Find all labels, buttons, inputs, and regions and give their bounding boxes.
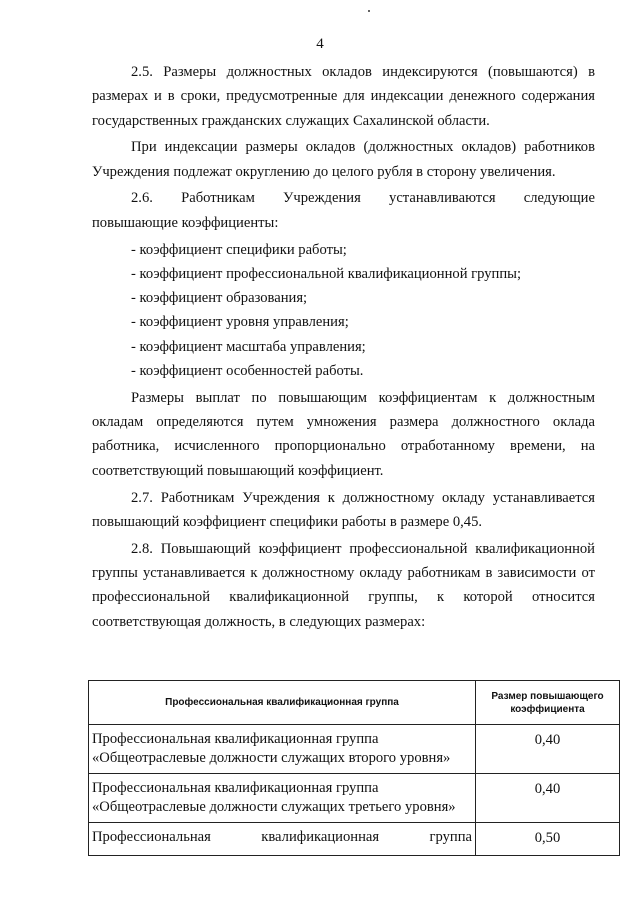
list-item: - коэффициент уровня управления; xyxy=(131,314,349,331)
paragraph-2-6-continuation: повышающие коэффициенты: xyxy=(92,214,279,231)
value-cell: 0,50 xyxy=(476,823,620,856)
value-cell: 0,40 xyxy=(476,774,620,823)
coefficient-list xyxy=(92,238,595,384)
paragraph-2-7: 2.7. Работникам Учреждения к должностному окладу устанавливается повышающий коэффициент специфики работы в размере 0,45. xyxy=(92,489,595,530)
word: квалификационная xyxy=(261,829,380,845)
word: Учреждения xyxy=(283,190,361,207)
table-row xyxy=(89,725,620,774)
group-cell: Профессиональная квалификационная группа «Общеотраслевые должности служащих второго уровня» xyxy=(89,725,476,774)
paragraph-2-5: 2.5. Размеры должностных окладов индексируются (повышаются) в размерах и в сроки, предусмотренные для индексации денежного содержания государственных гражданских служащих Сахалинской области. xyxy=(92,64,595,129)
list-item: - коэффициент образования; xyxy=(131,290,308,307)
coefficient-table-container xyxy=(88,680,620,856)
scan-speck xyxy=(368,10,370,12)
paragraph-indexation: При индексации размеры окладов (должностных окладов) работников Учреждения подлежат округлению до целого рубля в сторону увеличения. xyxy=(92,139,595,180)
list-item: - коэффициент специфики работы; xyxy=(131,241,347,258)
paragraph-2-8: 2.8. Повышающий коэффициент профессиональной квалификационной группы устанавливается к должностному окладу работникам в зависимости от профессиональной квалификационной группы, к которой относится соответствующая должность, в следующих размерах: xyxy=(92,540,595,630)
header-group: Профессиональная квалификационная группа xyxy=(89,681,476,725)
word: Профессиональная xyxy=(92,829,211,845)
coefficient-table xyxy=(88,680,620,856)
word: Работникам xyxy=(181,190,255,207)
word: следующие xyxy=(523,190,595,207)
header-coefficient: Размер повышающего коэффициента xyxy=(476,681,620,725)
paragraph-2-6-first-line xyxy=(92,186,595,210)
group-cell xyxy=(89,823,476,856)
list-item: - коэффициент профессиональной квалификационной группы; xyxy=(131,265,522,282)
list-item: - коэффициент особенностей работы. xyxy=(131,363,364,380)
table-row xyxy=(89,774,620,823)
group-cell: Профессиональная квалификационная группа «Общеотраслевые должности служащих третьего уровня» xyxy=(89,774,476,823)
document-body xyxy=(92,60,595,636)
word: 2.6. xyxy=(131,190,153,207)
page-number: 4 xyxy=(316,36,324,52)
list-item: - коэффициент масштаба управления; xyxy=(131,338,366,355)
paragraph-payment-sizes: Размеры выплат по повышающим коэффициентам к должностным окладам определяются путем умножения размера должностного оклада работника, исчисленного пропорционально отработанному времени, на соответствующий повышающий коэффициент. xyxy=(92,389,595,479)
word: устанавливаются xyxy=(389,190,496,207)
table-row xyxy=(89,823,620,856)
group-cell-line xyxy=(92,828,472,847)
value-cell: 0,40 xyxy=(476,725,620,774)
table-header-row xyxy=(89,681,620,725)
word: группа xyxy=(429,829,472,845)
